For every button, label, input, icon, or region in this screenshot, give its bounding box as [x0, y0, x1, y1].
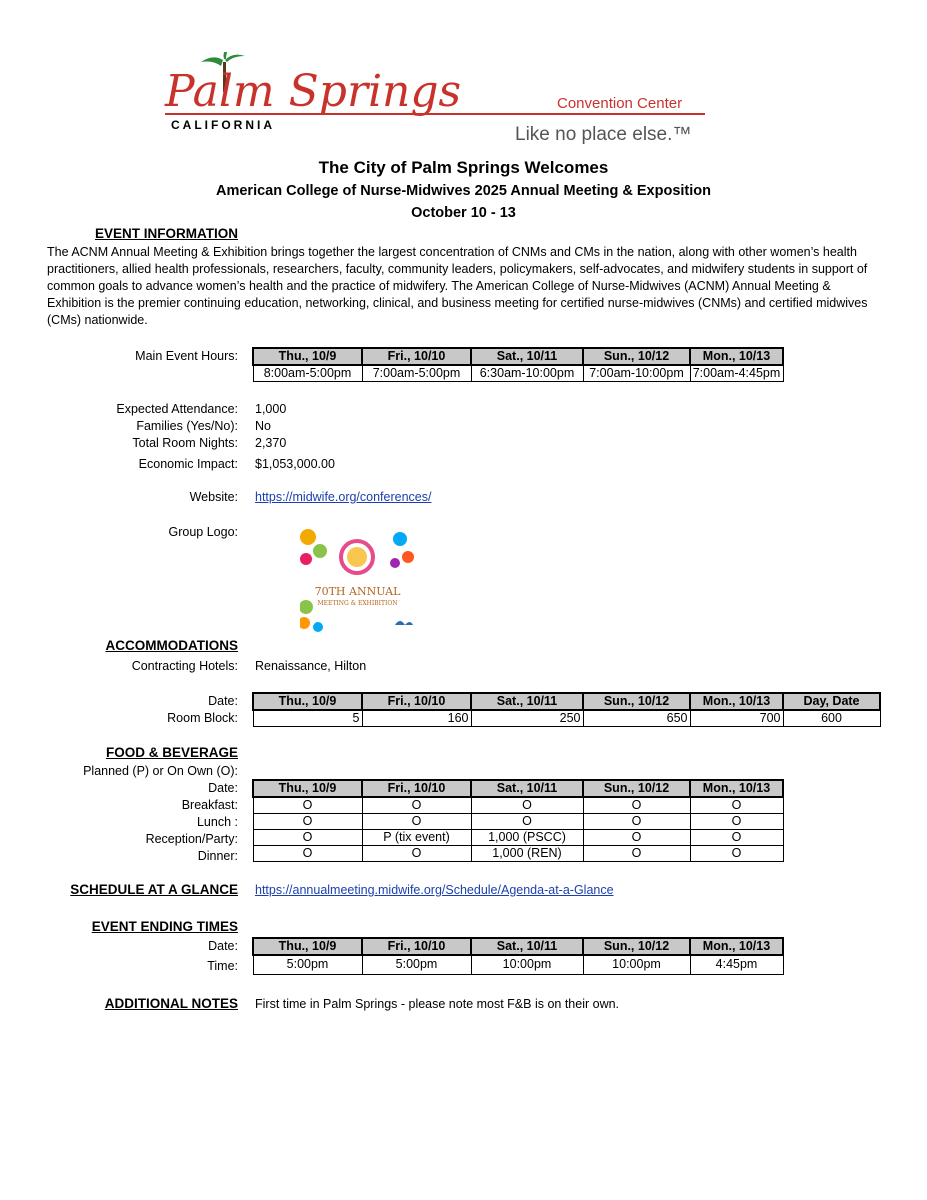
logo-sub-text: CALIFORNIA: [171, 118, 275, 132]
acc-day: Day, Date: [783, 693, 880, 710]
acc-day: Sat., 10/11: [471, 693, 583, 710]
food-day: Thu., 10/9: [253, 780, 362, 797]
hours-day: Thu., 10/9: [253, 348, 362, 365]
notes-heading: ADDITIONAL NOTES: [104, 996, 238, 1011]
ending-date-label: Date:: [208, 939, 238, 953]
room-block: 600: [783, 710, 880, 727]
food-cell: O: [583, 814, 690, 830]
food-cell: O: [362, 846, 471, 862]
ending-day: Mon., 10/13: [690, 938, 783, 955]
hours-day: Sat., 10/11: [471, 348, 583, 365]
event-dates: October 10 - 13: [411, 205, 516, 221]
impact-value: $1,053,000.00: [255, 457, 335, 471]
hours-label: Main Event Hours:: [135, 349, 238, 363]
logo-tagline: Like no place else.™: [515, 124, 692, 145]
acc-day: Fri., 10/10: [362, 693, 471, 710]
event-description: The ACNM Annual Meeting & Exhibition brings together the largest concentration of CNMs and CMs in the nation, along with other women’s health practitioners, allied health professionals, researchers, faculty, community leaders, policymakers, self-advocates, and midwifery students in support of common goals to advance women’s health and the practice of midwifery. The American College of Nurse-Midwives (ACNM) Annual Meeting & Exhibition is the premier continuing education, networking, clinical, and business meeting for certified nurse-midwives (CNMs) and certified midwives (CMs) nationwide.: [47, 245, 868, 327]
food-day: Fri., 10/10: [362, 780, 471, 797]
ending-time: 10:00pm: [471, 955, 583, 974]
room-nights-value: 2,370: [255, 436, 287, 450]
food-day: Sun., 10/12: [583, 780, 690, 797]
food-cell: O: [690, 846, 783, 862]
attendance-value: 1,000: [255, 402, 287, 416]
food-date-label: Date:: [208, 781, 238, 795]
hours-day: Fri., 10/10: [362, 348, 471, 365]
food-row-label: Breakfast:: [181, 798, 238, 812]
hours-time: 7:00am-5:00pm: [362, 365, 471, 382]
food-cell: O: [583, 846, 690, 862]
food-table: [252, 779, 784, 862]
hotels-label: Contracting Hotels:: [131, 659, 238, 673]
room-nights-label: Total Room Nights:: [132, 436, 238, 450]
accommodations-heading: ACCOMMODATIONS: [105, 638, 238, 653]
ending-time: 5:00pm: [253, 955, 362, 974]
acc-date-label: Date:: [208, 694, 238, 708]
palm-springs-logo: [165, 52, 705, 152]
ending-time-label: Time:: [207, 959, 238, 973]
hotels-value: Renaissance, Hilton: [255, 659, 367, 673]
event-info-heading: EVENT INFORMATION: [95, 226, 238, 241]
room-block-table: [252, 692, 881, 727]
room-block: 5: [253, 710, 362, 727]
food-cell: O: [253, 830, 362, 846]
ending-time: 5:00pm: [362, 955, 471, 974]
website-link[interactable]: https://midwife.org/conferences/: [255, 490, 432, 504]
group-logo-image: [300, 527, 415, 633]
food-cell: O: [690, 830, 783, 846]
ending-time: 10:00pm: [583, 955, 690, 974]
food-day: Sat., 10/11: [471, 780, 583, 797]
families-label: Families (Yes/No):: [136, 419, 238, 433]
ending-day: Sun., 10/12: [583, 938, 690, 955]
room-block: 650: [583, 710, 690, 727]
hours-day: Sun., 10/12: [583, 348, 690, 365]
acc-day: Sun., 10/12: [583, 693, 690, 710]
food-heading: FOOD & BEVERAGE: [105, 745, 238, 760]
food-row-label: Reception/Party:: [145, 832, 238, 846]
impact-label: Economic Impact:: [138, 457, 238, 471]
room-block-label: Room Block:: [167, 711, 238, 725]
group-logo-title: 70TH ANNUAL: [314, 585, 401, 598]
ending-day: Sat., 10/11: [471, 938, 583, 955]
food-cell: P (tix event): [362, 830, 471, 846]
ending-day: Fri., 10/10: [362, 938, 471, 955]
food-cell: O: [253, 846, 362, 862]
room-block: 700: [690, 710, 783, 727]
group-logo-subtitle: MEETING & EXHIBITION: [317, 600, 398, 607]
food-cell: O: [253, 814, 362, 830]
food-cell: 1,000 (PSCC): [471, 830, 583, 846]
food-day: Mon., 10/13: [690, 780, 783, 797]
hours-time: 8:00am-5:00pm: [253, 365, 362, 382]
schedule-heading: SCHEDULE AT A GLANCE: [70, 882, 238, 897]
food-cell: 1,000 (REN): [471, 846, 583, 862]
hours-time: 6:30am-10:00pm: [471, 365, 583, 382]
hours-day: Mon., 10/13: [690, 348, 783, 365]
food-cell: O: [690, 797, 783, 814]
room-block: 250: [471, 710, 583, 727]
ending-heading: EVENT ENDING TIMES: [91, 919, 238, 934]
hours-table: [252, 347, 784, 382]
food-cell: O: [362, 797, 471, 814]
planned-label: Planned (P) or On Own (O):: [83, 764, 238, 778]
food-row-label: Dinner:: [197, 849, 238, 863]
food-cell: O: [471, 814, 583, 830]
logo-center-text: Convention Center: [557, 95, 683, 112]
acc-day: Thu., 10/9: [253, 693, 362, 710]
food-cell: O: [583, 830, 690, 846]
hours-time: 7:00am-10:00pm: [583, 365, 690, 382]
families-value: No: [255, 419, 271, 433]
website-label: Website:: [189, 490, 238, 504]
ending-table: [252, 937, 784, 975]
page-subtitle: American College of Nurse-Midwives 2025 Annual Meeting & Exposition: [216, 183, 711, 199]
food-cell: O: [253, 797, 362, 814]
ending-day: Thu., 10/9: [253, 938, 362, 955]
schedule-link[interactable]: https://annualmeeting.midwife.org/Schedule/Agenda-at-a-Glance: [255, 883, 614, 897]
hours-time: 7:00am-4:45pm: [690, 365, 783, 382]
notes-text: First time in Palm Springs - please note most F&B is on their own.: [255, 997, 620, 1011]
group-logo-label: Group Logo:: [168, 525, 238, 539]
ending-time: 4:45pm: [690, 955, 783, 974]
page-title: The City of Palm Springs Welcomes: [318, 158, 609, 177]
logo-main-text: Palm Springs: [165, 66, 462, 117]
food-cell: O: [362, 814, 471, 830]
food-row-label: Lunch :: [196, 815, 238, 829]
acc-day: Mon., 10/13: [690, 693, 783, 710]
food-cell: O: [471, 797, 583, 814]
food-cell: O: [583, 797, 690, 814]
room-block: 160: [362, 710, 471, 727]
attendance-label: Expected Attendance:: [116, 402, 238, 416]
food-cell: O: [690, 814, 783, 830]
